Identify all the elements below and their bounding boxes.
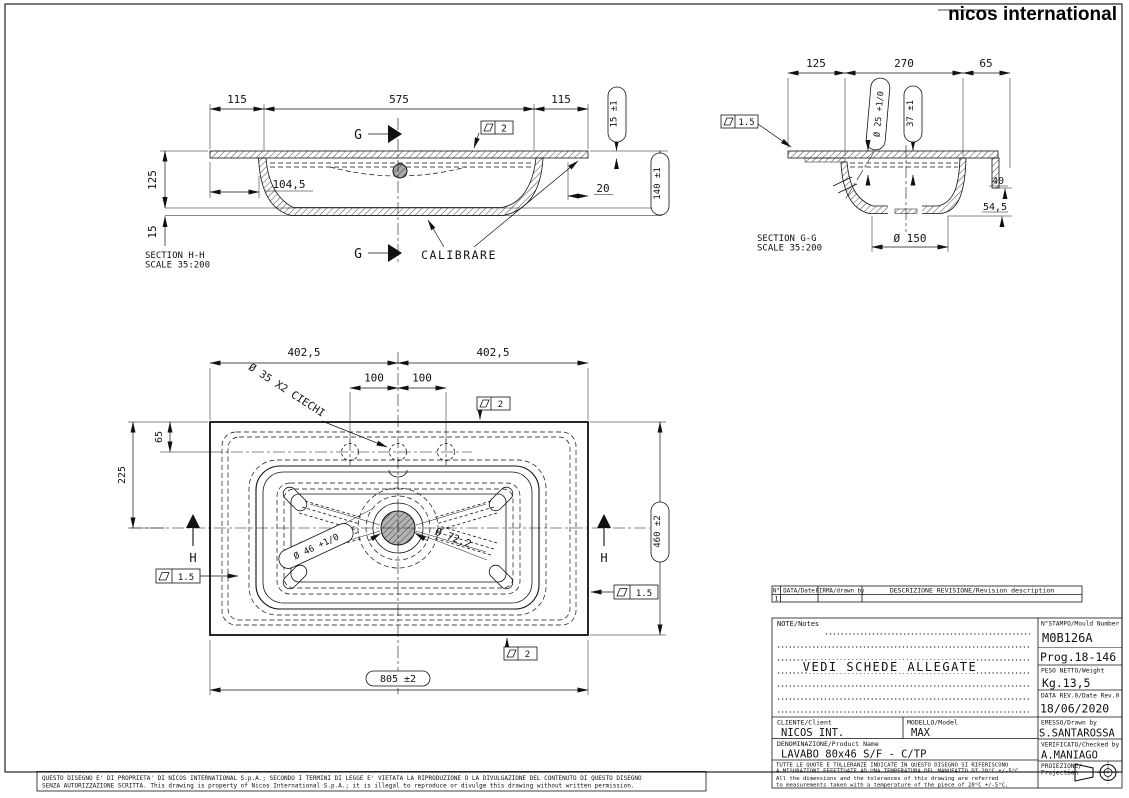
tap-holes [160, 439, 472, 465]
tolerance-note-it-1: TUTTE LE QUOTE E TOLLERANZE INDICATE IN QUESTO DISEGNO SI RIFERISCONO [776, 762, 1009, 769]
tolerance-note-it-2: A MISURAZIONI EFFETTUATE AD UNA TEMPERATURA DEL MANUFATTO DI 20°C +/-5°C. [776, 768, 1022, 775]
dim-115-left: 115 [227, 93, 247, 106]
date-label: DATA REV.0/Date Rev.0 [1041, 692, 1120, 700]
dim-402-5-left: 402,5 [287, 346, 321, 359]
dim-37-tol: 37 ±1 [906, 99, 916, 128]
footer-line-1: QUESTO DISEGNO E' DI PROPRIETA' DI NICOS INTERNATIONAL S.p.A.; SECONDO I TERMINI DI LEGGE E' VIETATA LA RIPRODUZIONE O LA DIVULGAZIONE DEL CONTENUTO DI QUESTO DISEGNO [42, 775, 642, 782]
dim-40: 40 [991, 176, 1005, 187]
dim-805-tol: 805 ±2 [379, 674, 417, 685]
title-block [772, 618, 1122, 789]
dim-54-5: 54,5 [982, 202, 1008, 213]
flatness-value-plan-right: 1.5 [635, 589, 653, 599]
dim-100-left: 100 [364, 371, 384, 385]
flatness-callout-plan-bottom [504, 638, 537, 660]
section-cut-marker-h-right [597, 514, 611, 565]
dim-20: 20 [596, 182, 610, 195]
dim-15: 15 [146, 225, 159, 239]
mould-label: N°STAMPO/Mould Number [1041, 620, 1120, 628]
client-label: CLIENTE/Client [777, 718, 832, 727]
model-value: MAX [911, 727, 930, 739]
denom-value: LAVABO 80x46 S/F - C/TP [781, 748, 927, 761]
rev-row-no: 1 [774, 594, 779, 603]
flatness-callout-plan-left [156, 569, 238, 583]
dim-115-right: 115 [551, 93, 571, 106]
footer-line-2: SENZA AUTORIZZAZIONE SCRITTA. This drawing is property of Nicos International S.p.A.; it is illegal to reproduce or divulge this drawing without written permission. [42, 782, 635, 790]
rev-col-desc: DESCRIZIONE REVISIONE/Revision description [889, 586, 1055, 595]
dim-15-tol: 15 ±1 [609, 100, 620, 128]
denom-label: DENOMINAZIONE/Product Name [777, 740, 879, 748]
mould-value: M0B126A [1042, 631, 1093, 645]
dim-402-5-right: 402,5 [476, 346, 510, 359]
section-hh-view [145, 87, 669, 271]
projection-label-2: Projection [1041, 769, 1079, 777]
dim-270: 270 [894, 57, 914, 70]
dim-100-right: 100 [412, 371, 432, 385]
logo [938, 4, 1117, 25]
dim-104-5: 104,5 [272, 178, 306, 191]
tolerance-note-en-1: All the dimensions and the tolerances of this drawing are referred [776, 776, 999, 782]
dim-575: 575 [389, 93, 409, 106]
note-label: NOTE/Notes [777, 620, 820, 628]
weight-value: Kg.13,5 [1042, 676, 1091, 690]
section-hh-title: SECTION H-H [145, 251, 205, 261]
dim-65-gg: 65 [979, 57, 993, 70]
page-border [5, 4, 1122, 772]
weight-label: PESO NETTO/Weight [1041, 667, 1105, 675]
dim-225: 225 [117, 465, 128, 485]
rev-col-date: DATA/Date [783, 588, 815, 595]
flatness-callout-hh [474, 121, 513, 148]
dim-46-tol: Ø 46 +1/0 [292, 532, 341, 563]
flatness-value-plan-left: 1.5 [177, 573, 195, 583]
flatness-callout-plan-top [477, 397, 510, 420]
dim-150: Ø 150 [893, 232, 927, 245]
dim-140-tol: 140 ±1 [653, 167, 663, 200]
flatness-value-hh: 2 [501, 123, 507, 135]
rev-col-sign: FIRMA/drawn by [815, 588, 865, 595]
hh-deck-cut [210, 151, 588, 158]
client-value: NICOS INT. [781, 727, 845, 739]
section-gg-scale: SCALE 35:200 [757, 243, 823, 254]
tolerance-note-en-2: to measurements taken with a temperature of the piece of 20°C +/-5°C. [776, 782, 1009, 789]
section-hh-scale: SCALE 35:200 [145, 260, 211, 271]
flatness-value-plan-top: 2 [497, 400, 504, 410]
tap-holes-note-text: Ø 35 X2 CIECHI [246, 361, 328, 420]
footer-disclaimer [37, 772, 706, 792]
drawn-value: S.SANTAROSSA [1039, 727, 1115, 740]
flatness-value-plan-bottom: 2 [524, 650, 531, 660]
dim-25-tol: Ø 25 +1/0 [872, 90, 887, 138]
section-cut-marker-g-bottom [354, 244, 402, 262]
projection-label-1: PROIEZIONE/ [1041, 763, 1082, 770]
calibrare-text: CALIBRARE [421, 248, 497, 262]
model-label: MODELLO/Model [907, 718, 958, 727]
gg-rim-lip [805, 158, 845, 162]
dim-65-plan: 65 [154, 430, 165, 444]
cut-label-g-top: G [354, 128, 362, 143]
dim-125-gg: 125 [806, 57, 826, 70]
rev-col-no: N° [773, 588, 780, 595]
prog-value: Prog.18-146 [1040, 650, 1117, 664]
flatness-callout-plan-right [591, 585, 658, 599]
revision-table [772, 586, 1082, 603]
logo-text: nicos international [948, 4, 1117, 25]
note-value: VEDI SCHEDE ALLEGATE [802, 660, 978, 674]
dim-125: 125 [146, 170, 159, 190]
section-cut-marker-g-top [354, 125, 402, 143]
cut-label-g-bottom: G [354, 247, 362, 262]
checked-label: VERIFICATO/Checked by [1041, 741, 1120, 749]
plan-view [117, 346, 669, 695]
section-gg-title: SECTION G-G [757, 234, 817, 244]
dim-460-tol: 460 ±2 [653, 515, 663, 548]
cut-label-h-left: H [189, 551, 197, 565]
cut-label-h-right: H [600, 551, 608, 565]
gg-deck-cut [788, 151, 998, 158]
dim-72-2: Ø 72,2 [433, 525, 473, 551]
drawn-label: EMESSO/Drawn by [1041, 719, 1097, 727]
section-cut-marker-h-left [186, 514, 200, 565]
date-value: 18/06/2020 [1040, 701, 1110, 716]
flatness-callout-gg [721, 115, 791, 147]
section-gg-view [721, 57, 1012, 254]
checked-value: A.MANIAGO [1041, 749, 1098, 762]
tap-hole-callout [833, 77, 891, 198]
flatness-value-gg: 1.5 [738, 118, 755, 128]
